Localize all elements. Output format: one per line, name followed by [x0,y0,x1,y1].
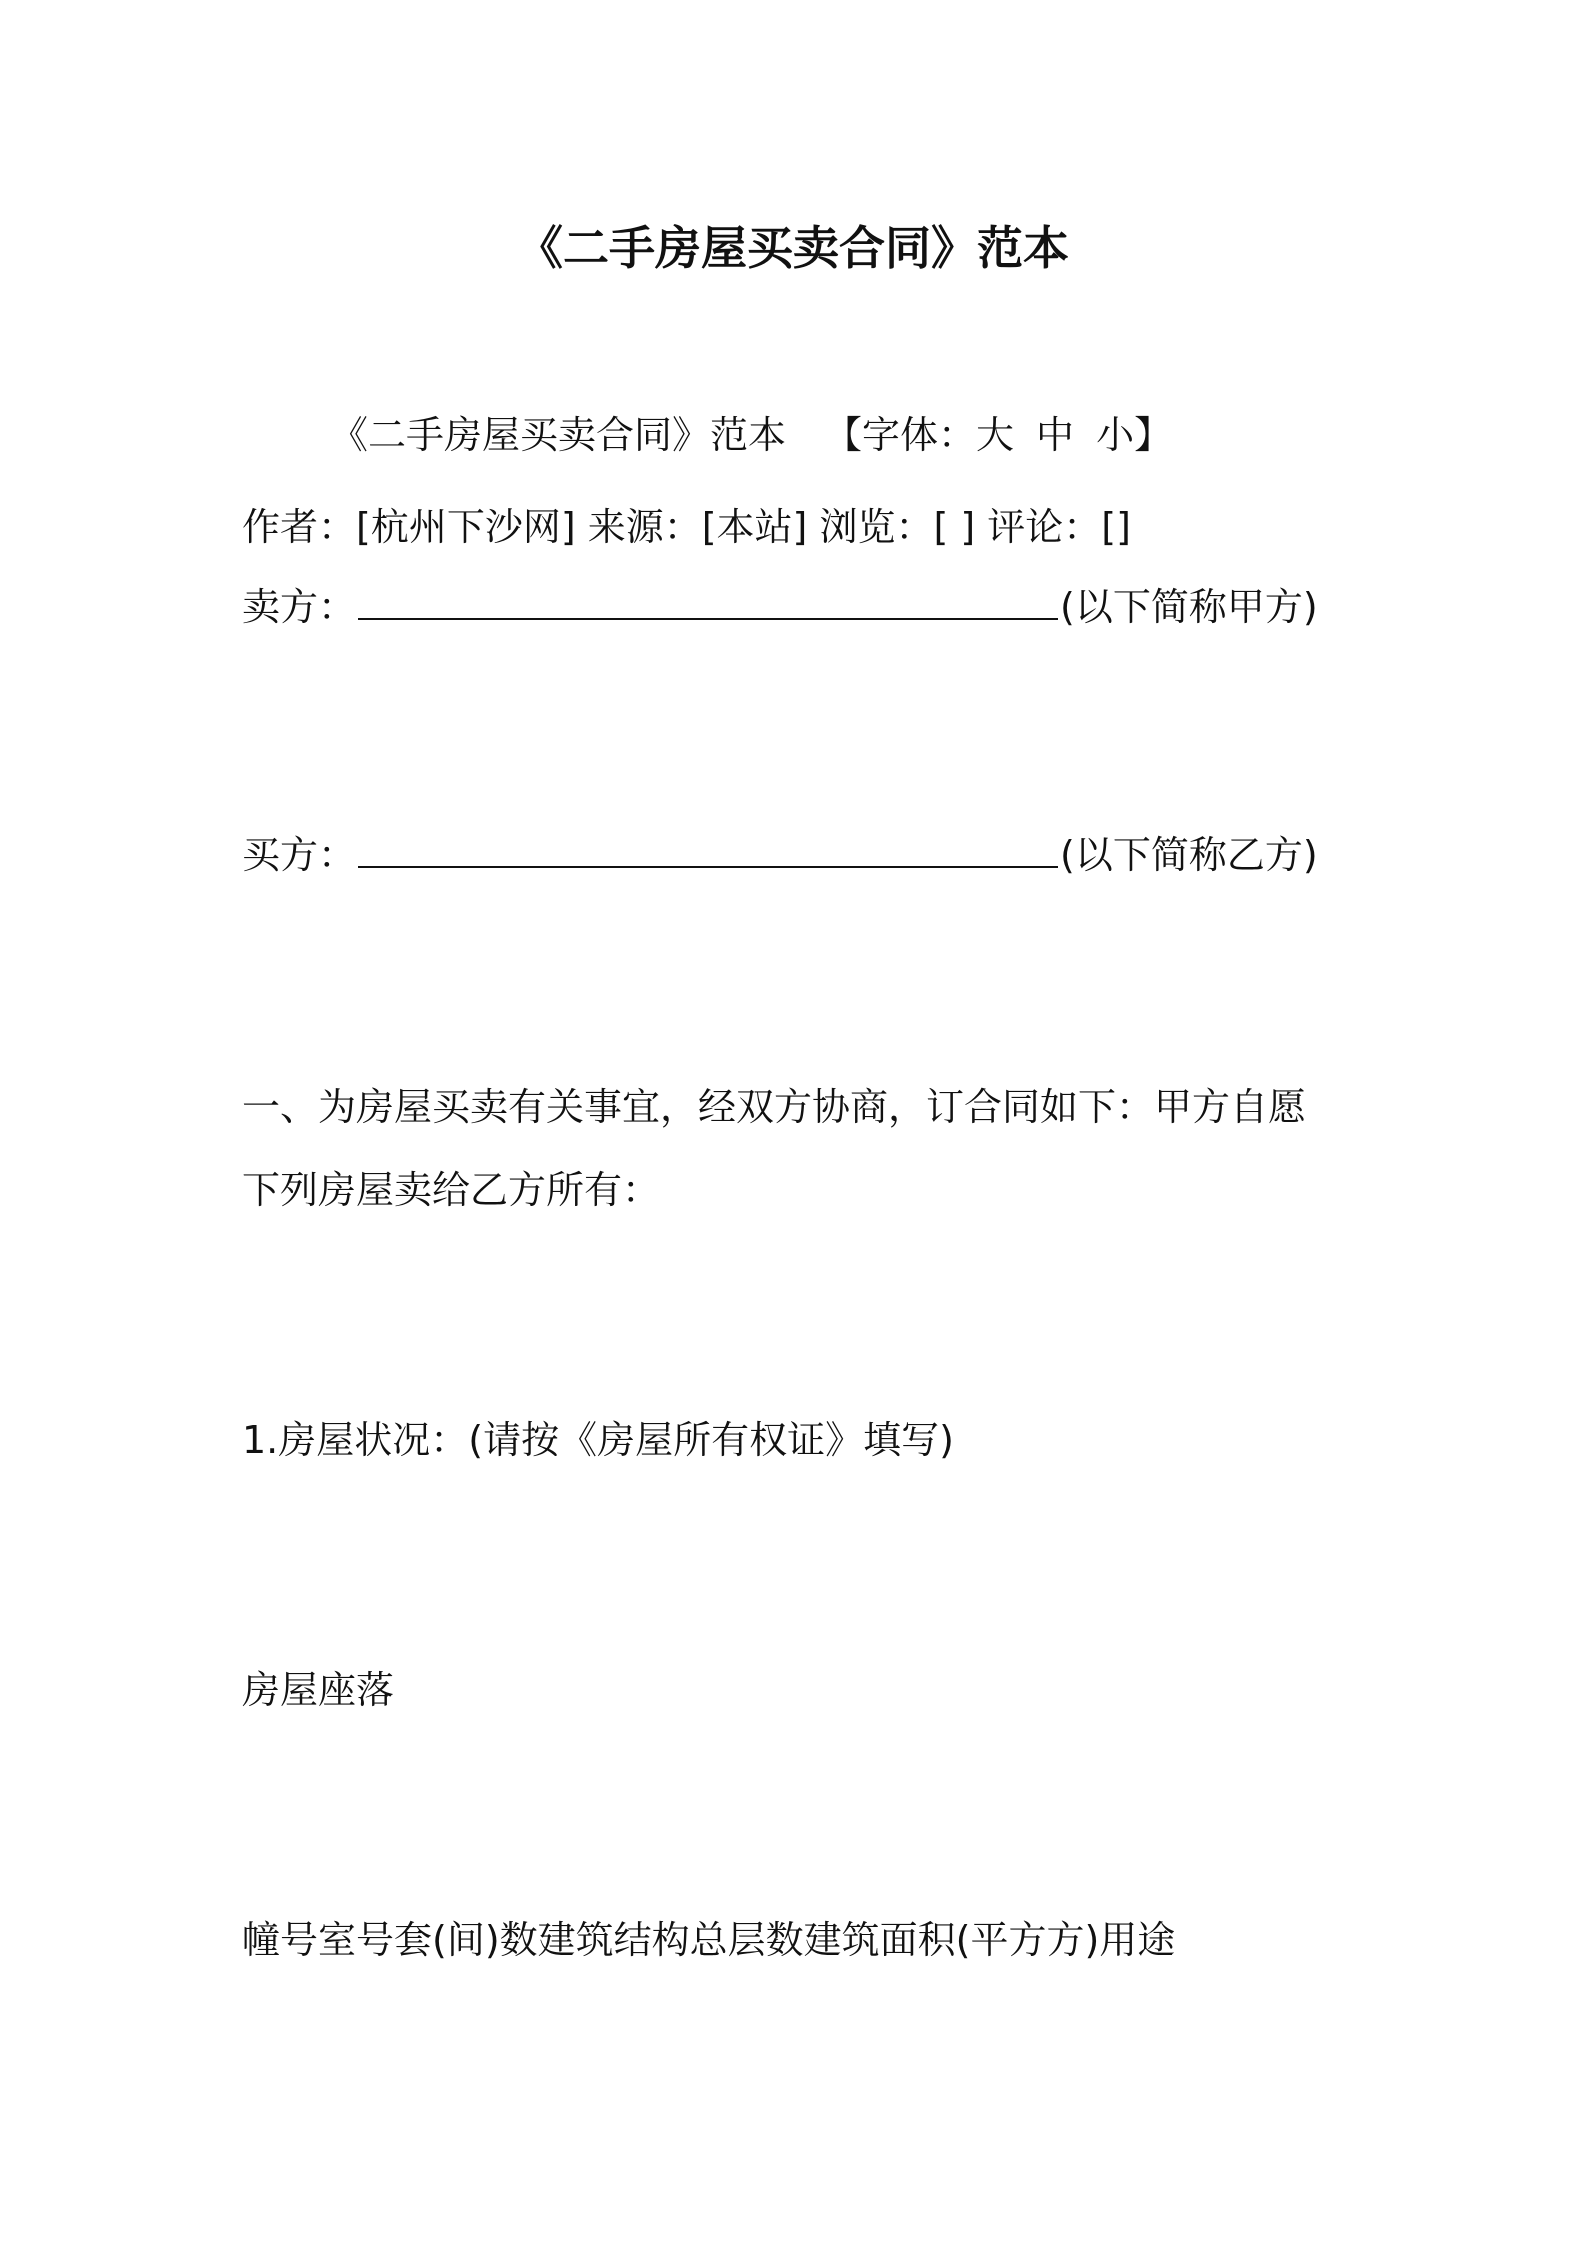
font-size-large-link[interactable]: 大 [976,413,1015,457]
house-location-label: 房屋座落 [242,1668,395,1712]
house-columns-header: 幢号室号套(间)数建筑结构总层数建筑面积(平方方)用途 [242,1918,1176,1962]
buyer-blank [358,830,1058,868]
subtitle-line [330,410,1172,460]
font-size-medium-link[interactable]: 中 [1036,413,1075,457]
buyer-label: 买方： [242,833,357,877]
clause-1-line-2: 下列房屋卖给乙方所有： [242,1168,661,1212]
document-title: 《二手房屋买卖合同》范本 [517,221,1069,275]
seller-label: 卖方： [242,585,357,629]
buyer-line [242,830,1318,880]
meta-line: 作者：[杭州下沙网] 来源：[本站] 浏览：[ ] 评论：[] [242,505,1131,549]
seller-suffix: (以下简称甲方) [1060,585,1318,629]
seller-line [242,582,1318,632]
font-size-label: 【字体： [824,413,977,457]
item-1-house-status: 1.房屋状况：(请按《房屋所有权证》填写) [242,1418,954,1462]
seller-blank [358,582,1058,620]
buyer-suffix: (以下简称乙方) [1060,833,1318,877]
font-size-small-link[interactable]: 小】 [1096,413,1173,457]
subtitle-text: 《二手房屋买卖合同》范本 [330,413,787,457]
clause-1-line-1: 一、为房屋买卖有关事宜，经双方协商，订合同如下：甲方自愿 [242,1085,1307,1129]
